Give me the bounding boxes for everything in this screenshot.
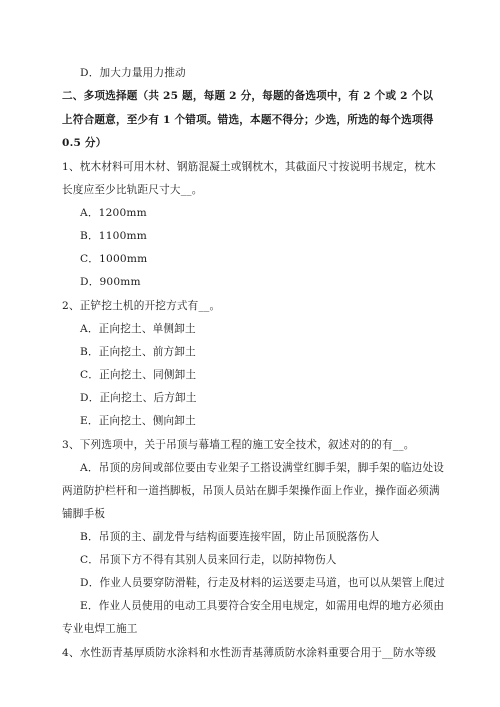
question-stem: 3、下列选项中，关于吊顶与幕墙工程的施工安全技术，叙述对的的有__。	[62, 439, 415, 451]
question-stem-continued: 长度应至少比轨距尺寸大__。	[62, 184, 203, 196]
question-option-continued: 两道防护栏杆和一道挡脚板，吊顶人员站在脚手架操作面上作业，操作面必须满	[62, 485, 440, 497]
question-option: D．900mm	[80, 276, 141, 288]
section-heading: 二、多项选择题（共 25 题，每题 2 分，每题的备选项中，有 2 个或 2 个以	[62, 90, 434, 102]
question-option: D．加大力量用力推动	[80, 67, 186, 79]
question-option: B．1100mm	[80, 230, 148, 242]
question-option: D．作业人员要穿防滑鞋，行走及材料的运送要走马道，也可以从架管上爬过	[80, 577, 445, 589]
question-option: A．吊顶的房间或部位要由专业架子工搭设满堂红脚手架，脚手架的临边处设	[80, 462, 445, 474]
question-option: C．正向挖土、同侧卸土	[80, 369, 197, 381]
question-option: C．吊顶下方不得有其别人员来回行走，以防掉物伤人	[80, 554, 337, 566]
question-option: D．正向挖土、后方卸土	[80, 392, 197, 404]
question-option-continued: 专业电焊工施工	[62, 623, 138, 635]
question-option: A．正向挖土、单侧卸土	[80, 323, 196, 335]
question-option: C．1000mm	[80, 253, 148, 265]
question-option: B．正向挖土、前方卸土	[80, 346, 196, 358]
question-stem: 2、正铲挖土机的开挖方式有__。	[62, 300, 221, 312]
section-heading-continued: 上符合题意，至少有 1 个错项。错选，本题不得分；少选，所选的每个选项得	[62, 114, 434, 126]
question-option: A．1200mm	[80, 207, 147, 219]
question-option-continued: 铺脚手板	[62, 508, 106, 520]
section-heading-continued: 0.5 分）	[62, 137, 107, 149]
question-stem: 1、枕木材料可用木材、钢筋混凝土或钢枕木，其截面尺寸按说明书规定，枕木	[62, 161, 436, 173]
question-stem: 4、水性沥青基厚质防水涂料和水性沥青基薄质防水涂料重要合用于__防水等级	[62, 647, 437, 659]
question-option: E．正向挖土、侧向卸土	[80, 415, 196, 427]
question-option: B．吊顶的主、副龙骨与结构面要连接牢固，防止吊顶脱落伤人	[80, 531, 380, 543]
question-option: E．作业人员使用的电动工具要符合安全用电规定，如需用电焊的地方必须由	[80, 600, 445, 612]
